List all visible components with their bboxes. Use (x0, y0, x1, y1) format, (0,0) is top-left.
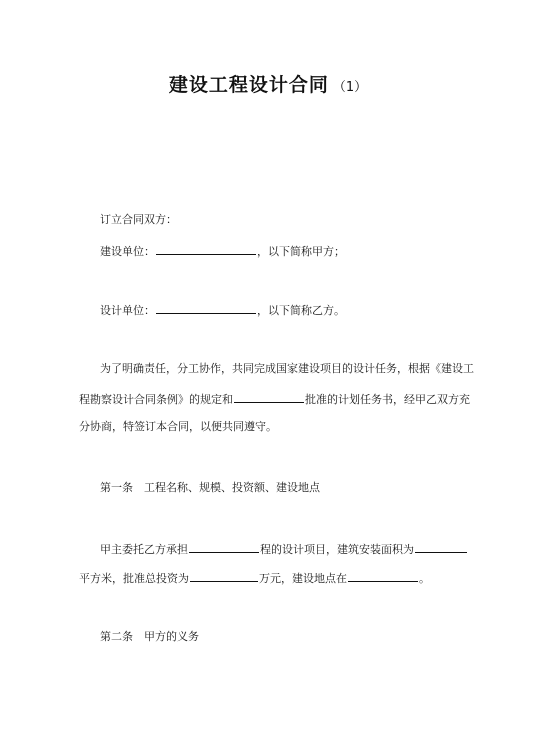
article-1-line-2-part-2: 万元，建设地点在 (259, 572, 347, 585)
article-1-line-2-part-3: 。 (419, 572, 430, 585)
client-label: 建设单位： (100, 245, 155, 258)
installation-area-blank (415, 541, 467, 553)
title-main: 建设工程设计合同 (168, 74, 329, 96)
article-1-line-1-part-1: 甲主委托乙方承担 (100, 543, 188, 556)
total-investment-blank (190, 570, 258, 582)
article-1-heading: 第一条 工程名称、规模、投资额、建设地点 (100, 481, 320, 494)
designer-label: 设计单位： (100, 304, 155, 317)
title-suffix: （1） (332, 80, 368, 95)
construction-site-blank (348, 570, 418, 582)
client-suffix: ，以下简称甲方； (257, 245, 345, 258)
preamble-line-2-part-2: 批准的计划任务书，经甲乙双方充 (305, 393, 470, 406)
article-1-line-1-part-2: 程的设计项目，建筑安装面积为 (260, 543, 414, 556)
article-1-line-2 (79, 570, 430, 586)
preamble-line-3: 分协商，特签订本合同，以便共同遵守。 (79, 420, 277, 433)
project-name-blank (189, 541, 259, 553)
client-blank (156, 243, 256, 255)
article-1-line-2-part-1: 平方米，批准总投资为 (79, 572, 189, 585)
client-line (100, 243, 345, 259)
designer-blank (156, 302, 256, 314)
preamble-line-2-part-1: 程勘察设计合同条例》的规定和 (79, 393, 233, 406)
designer-suffix: ，以下简称乙方。 (257, 304, 345, 317)
document-title (0, 70, 536, 97)
article-2-heading: 第二条 甲方的义务 (100, 630, 199, 643)
parties-heading: 订立合同双方： (100, 213, 177, 226)
article-1-line-1 (100, 541, 468, 557)
designer-line (100, 302, 345, 318)
approval-authority-blank (234, 391, 304, 403)
preamble-line-2 (79, 391, 470, 407)
preamble-line-1: 为了明确责任，分工协作，共同完成国家建设项目的设计任务，根据《建设工 (100, 362, 474, 375)
